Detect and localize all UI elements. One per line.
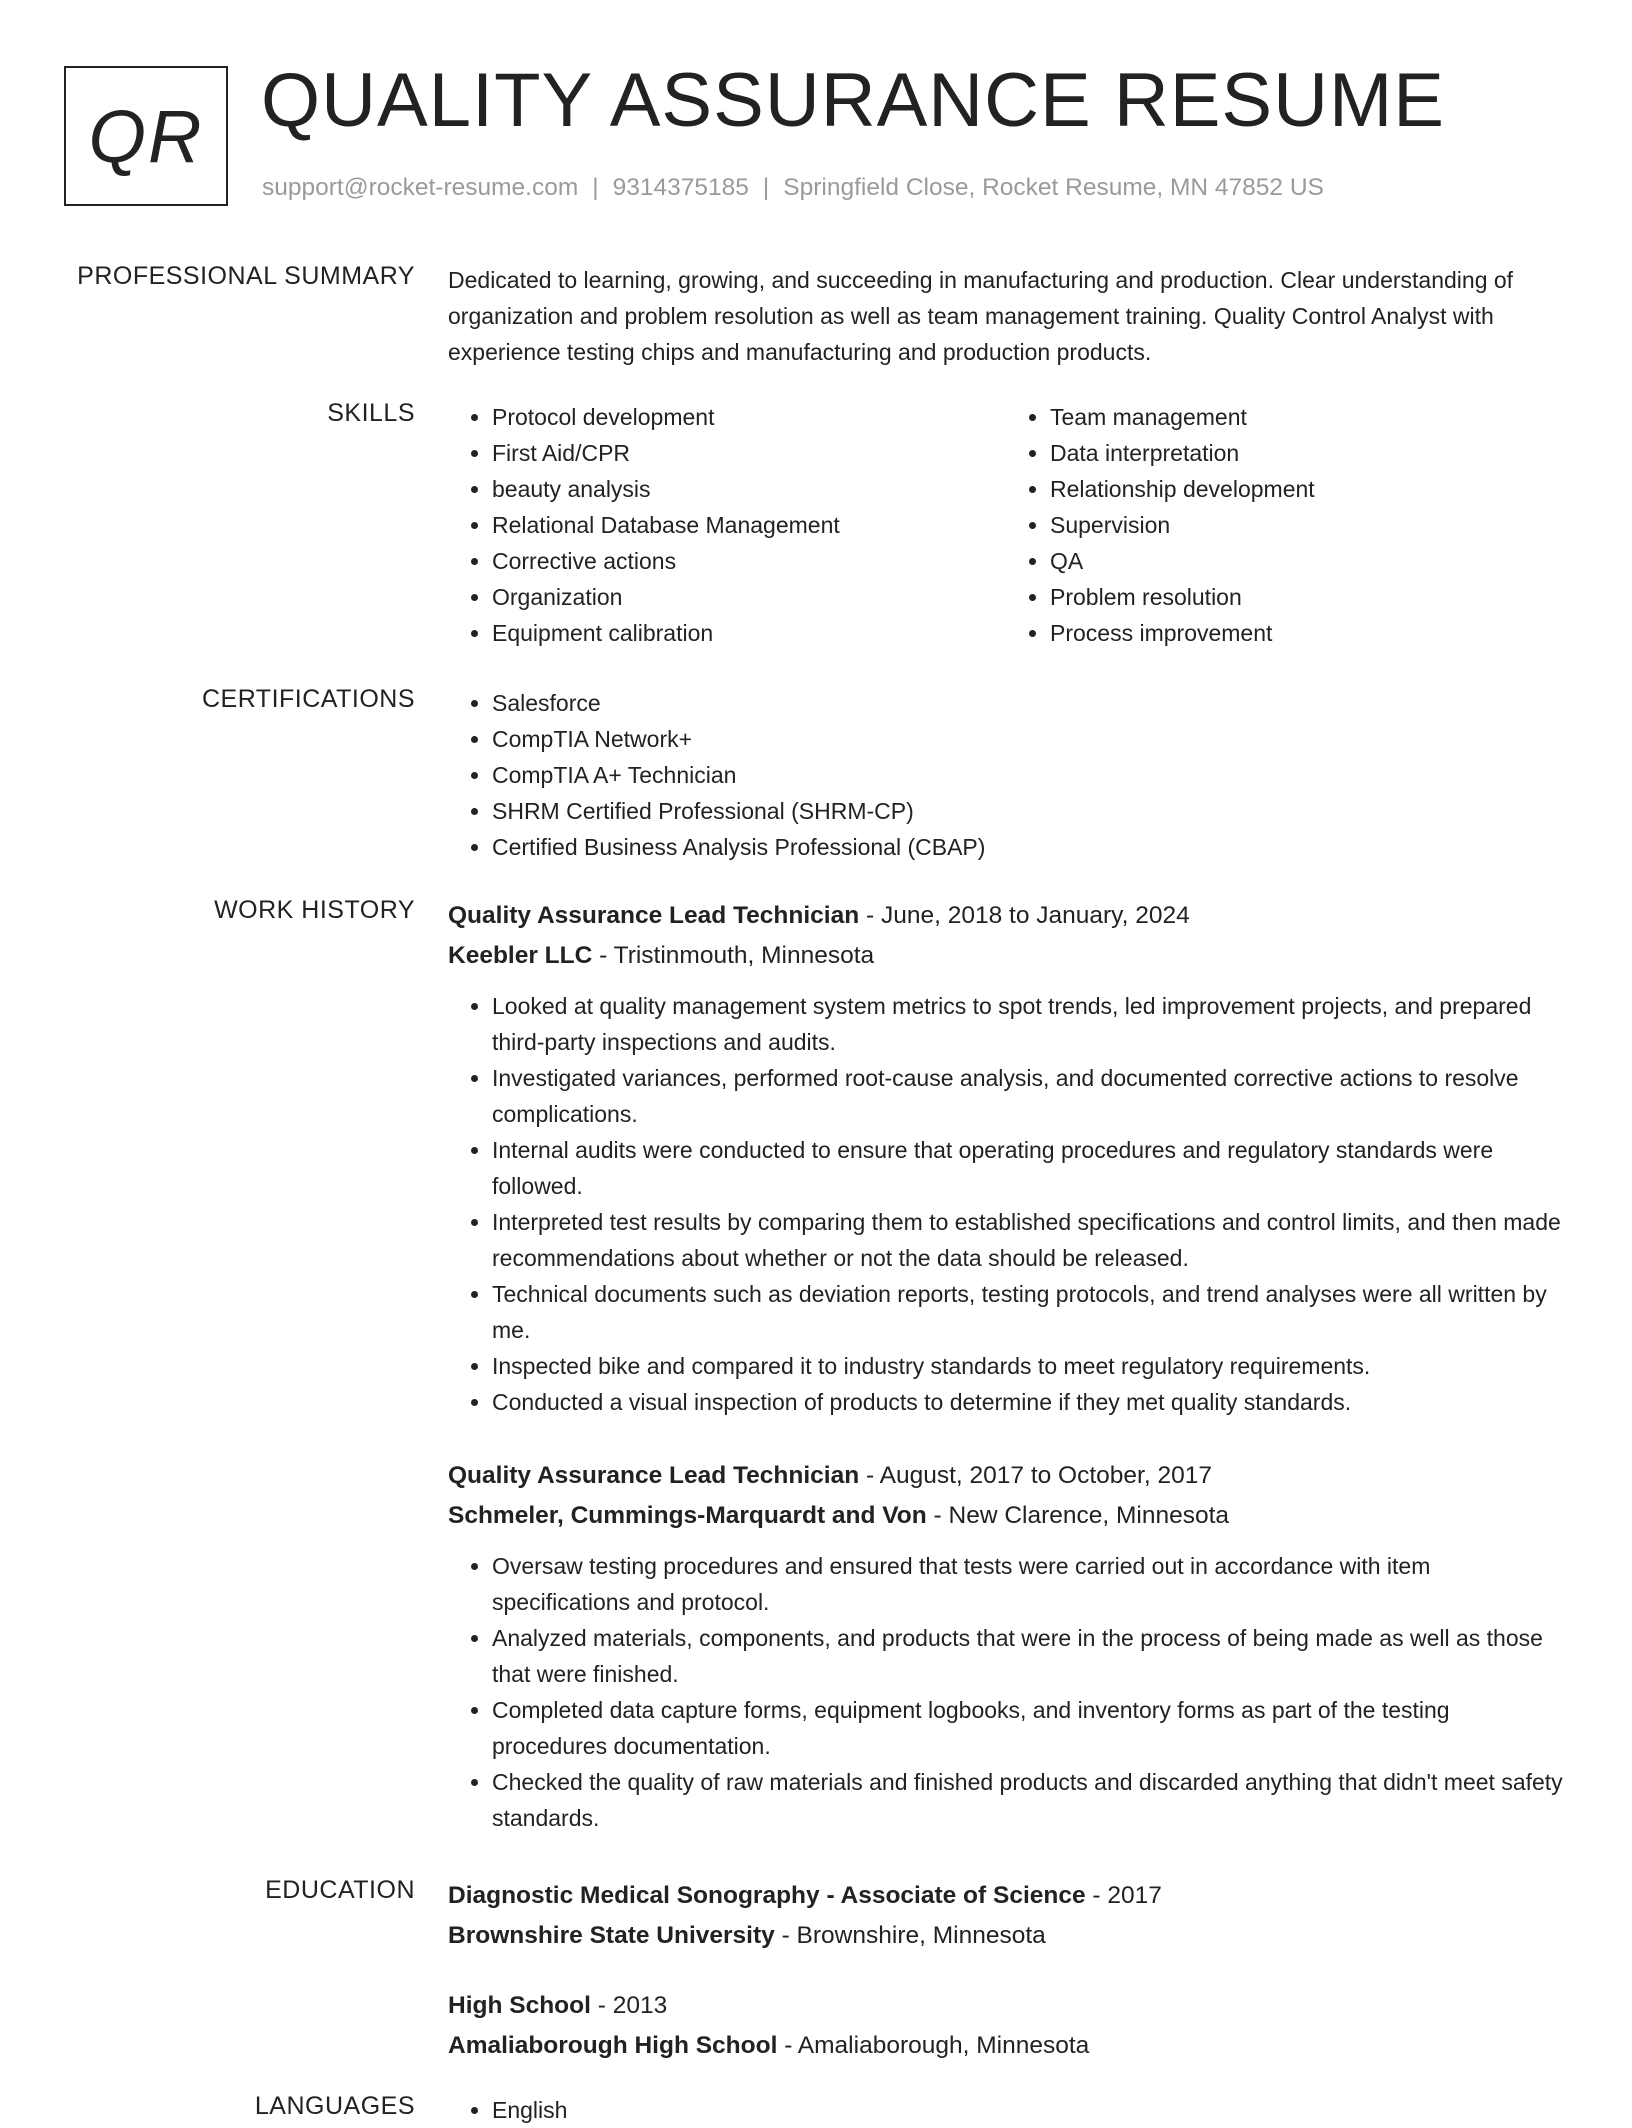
section-label: SKILLS	[327, 399, 415, 427]
certification-item: • CompTIA Network+	[492, 721, 1564, 757]
school-location: - Brownshire, Minnesota	[774, 1922, 1046, 1949]
monogram-logo: QR	[64, 66, 228, 206]
job-company: Keebler LLC	[448, 942, 593, 969]
section-body	[448, 685, 1564, 865]
skills-grid	[448, 399, 1564, 651]
contact-email: support@rocket-resume.com	[262, 174, 579, 201]
job-bullets	[448, 988, 1564, 1420]
contact-line	[262, 174, 1324, 202]
certification-item: • Salesforce	[492, 685, 1564, 721]
job-bullets	[448, 1548, 1564, 1836]
skill-item: • Protocol development	[492, 399, 1006, 435]
degree-line	[448, 1986, 1564, 2026]
skill-item: • Organization	[492, 579, 1006, 615]
job-title-line	[448, 1456, 1564, 1496]
contact-address: Springfield Close, Rocket Resume, MN 47852 US	[783, 174, 1324, 201]
skill-item: • beauty analysis	[492, 471, 1006, 507]
job-company-line	[448, 936, 1564, 976]
section-label: CERTIFICATIONS	[201, 685, 415, 713]
section-body	[448, 896, 1564, 1420]
certifications-list	[448, 685, 1564, 865]
school: Amaliaborough High School	[448, 2032, 778, 2059]
job-entry	[448, 1456, 1564, 1836]
skill-item: • Team management	[1050, 399, 1564, 435]
skills-list-left	[448, 399, 1006, 651]
school-line	[448, 2026, 1564, 2066]
job-company-line	[448, 1496, 1564, 1536]
job-bullet: • Technical documents such as deviation reports, testing protocols, and trend analyses were all written by me.	[492, 1276, 1564, 1348]
degree: High School	[448, 1992, 591, 2019]
certification-item: • CompTIA A+ Technician	[492, 757, 1564, 793]
job-title: Quality Assurance Lead Technician	[448, 1462, 860, 1489]
job-bullet: • Checked the quality of raw materials and finished products and discarded anything that didn't meet safety standards.	[492, 1764, 1564, 1836]
job-location: - Tristinmouth, Minnesota	[592, 942, 875, 969]
job-bullet: • Inspected bike and compared it to industry standards to meet regulatory requirements.	[492, 1348, 1564, 1384]
degree: Diagnostic Medical Sonography - Associate of Science	[448, 1882, 1086, 1909]
skill-item: • Corrective actions	[492, 543, 1006, 579]
section-label: PROFESSIONAL SUMMARY	[77, 262, 415, 290]
summary-text: Dedicated to learning, growing, and succeeding in manufacturing and production. Clear understanding of organization and problem resolution as well as team management training. Quality Control Analyst with experience testing chips and manufacturing and production products.	[448, 267, 1514, 365]
job-bullet: • Conducted a visual inspection of products to determine if they met quality standards.	[492, 1384, 1564, 1420]
resume-title: QUALITY ASSURANCE RESUME	[261, 58, 1446, 143]
contact-separator: |	[762, 174, 770, 201]
job-bullet: • Completed data capture forms, equipment logbooks, and inventory forms as part of the testing procedures documentation.	[492, 1692, 1564, 1764]
certification-item: • SHRM Certified Professional (SHRM-CP)	[492, 793, 1564, 829]
skill-item: • QA	[1050, 543, 1564, 579]
section-label: LANGUAGES	[254, 2092, 415, 2120]
school: Brownshire State University	[448, 1922, 775, 1949]
job-location: - New Clarence, Minnesota	[926, 1502, 1230, 1529]
section-label: EDUCATION	[265, 1876, 415, 1904]
job-bullet: • Oversaw testing procedures and ensured that tests were carried out in accordance with item specifications and protocol.	[492, 1548, 1564, 1620]
section-body	[448, 262, 1564, 370]
job-company: Schmeler, Cummings-Marquardt and Von	[448, 1502, 927, 1529]
languages-list	[448, 2092, 1564, 2128]
skill-item: • Equipment calibration	[492, 615, 1006, 651]
school-line	[448, 1916, 1564, 1956]
school-location: - Amaliaborough, Minnesota	[777, 2032, 1090, 2059]
contact-phone: 9314375185	[612, 174, 749, 201]
skill-item: • Relational Database Management	[492, 507, 1006, 543]
job-title: Quality Assurance Lead Technician	[448, 902, 860, 929]
skill-item: • Process improvement	[1050, 615, 1564, 651]
section-body	[448, 2092, 1564, 2128]
job-bullet: • Looked at quality management system metrics to spot trends, led improvement projects, and prepared third-party inspections and audits.	[492, 988, 1564, 1060]
job-dates: - June, 2018 to January, 2024	[859, 902, 1190, 929]
section-body	[448, 1456, 1564, 1836]
job-dates: - August, 2017 to October, 2017	[859, 1462, 1212, 1489]
degree-year: - 2013	[590, 1992, 668, 2019]
job-bullet: • Interpreted test results by comparing them to established specifications and control limits, and then made recommendations about whether or not the data should be released.	[492, 1204, 1564, 1276]
skill-item: • Supervision	[1050, 507, 1564, 543]
degree-line	[448, 1876, 1564, 1916]
skill-item: • Problem resolution	[1050, 579, 1564, 615]
language-item: • English	[492, 2092, 1564, 2128]
job-bullet: • Analyzed materials, components, and products that were in the process of being made as well as those that were finished.	[492, 1620, 1564, 1692]
education-entry	[448, 1986, 1564, 2066]
skills-list-right	[1006, 399, 1564, 651]
degree-year: - 2017	[1085, 1882, 1162, 1909]
section-body	[448, 1876, 1564, 2066]
job-title-line	[448, 896, 1564, 936]
education-entry	[448, 1876, 1564, 1956]
certification-item: • Certified Business Analysis Professional (CBAP)	[492, 829, 1564, 865]
job-bullet: • Internal audits were conducted to ensure that operating procedures and regulatory standards were followed.	[492, 1132, 1564, 1204]
skill-item: • Data interpretation	[1050, 435, 1564, 471]
skill-item: • First Aid/CPR	[492, 435, 1006, 471]
job-bullet: • Investigated variances, performed root-cause analysis, and documented corrective actions to resolve complications.	[492, 1060, 1564, 1132]
contact-separator: |	[592, 174, 599, 201]
section-label: WORK HISTORY	[214, 896, 415, 924]
job-entry	[448, 896, 1564, 1420]
skill-item: • Relationship development	[1050, 471, 1564, 507]
